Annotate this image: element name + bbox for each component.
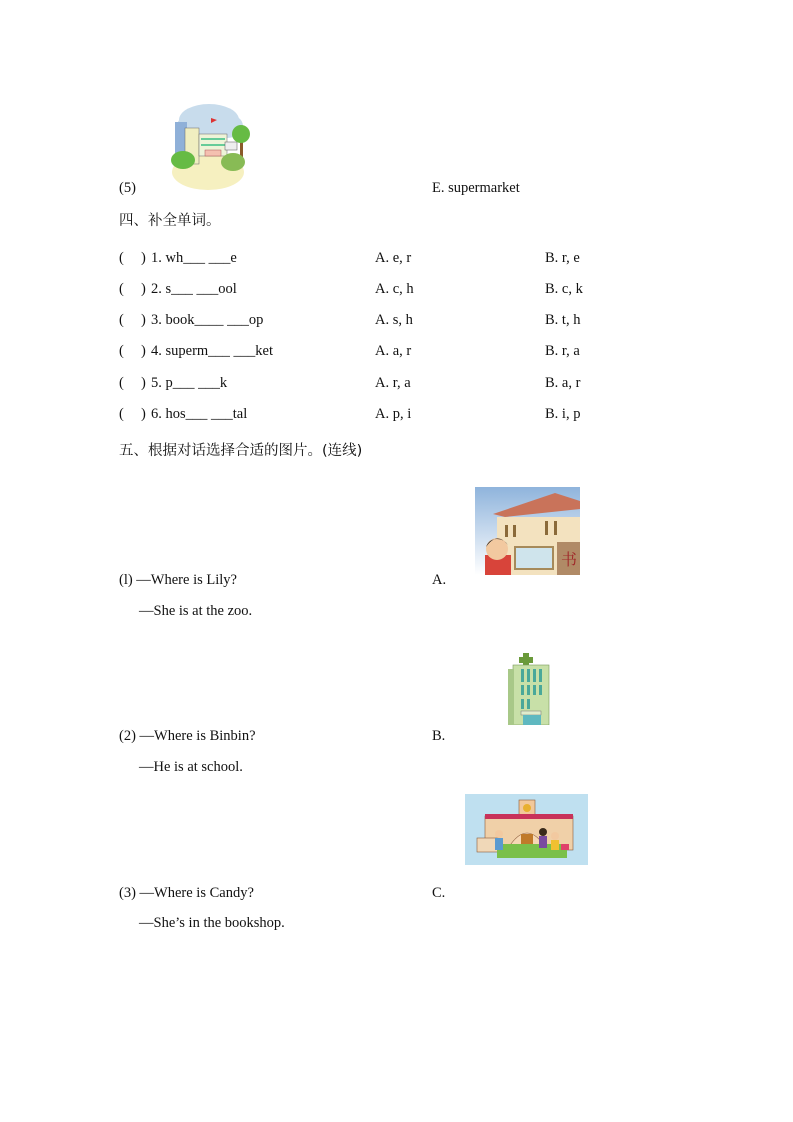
answer-paren-open: ( xyxy=(119,250,124,266)
answer-paren-close: ) xyxy=(141,312,146,328)
dialogue-1-answer: —She is at the zoo. xyxy=(139,603,253,619)
option-a: A. s, h xyxy=(375,312,413,328)
answer-paren-close: ) xyxy=(141,250,146,266)
answer-paren-open: ( xyxy=(119,375,124,391)
question-stem: 2. s___ ___ool xyxy=(151,281,237,297)
option-a: A. a, r xyxy=(375,343,412,359)
question-stem: 5. p___ ___k xyxy=(151,375,228,391)
bookshop-boy-image xyxy=(475,487,580,575)
answer-paren-close: ) xyxy=(141,406,146,422)
answer-blank[interactable] xyxy=(125,280,139,298)
answer-paren-open: ( xyxy=(119,312,124,328)
option-b: B. t, h xyxy=(545,312,581,328)
dialogue-3-question: (3) —Where is Candy? xyxy=(119,885,254,901)
option-a: A. p, i xyxy=(375,406,412,422)
option-b: B. i, p xyxy=(545,406,581,422)
option-b-label: B. xyxy=(432,728,446,744)
section4-title: 四、补全单词。 xyxy=(119,213,221,229)
answer-paren-open: ( xyxy=(119,406,124,422)
option-a: A. e, r xyxy=(375,250,412,266)
answer-blank[interactable] xyxy=(125,374,139,392)
item-5-label: (5) xyxy=(119,180,136,196)
svg-text:书: 书 xyxy=(561,550,578,569)
answer-paren-close: ) xyxy=(141,281,146,297)
answer-paren-open: ( xyxy=(119,281,124,297)
answer-blank[interactable] xyxy=(125,311,139,329)
option-a-label: A. xyxy=(432,572,447,588)
answer-paren-close: ) xyxy=(141,375,146,391)
answer-blank[interactable] xyxy=(125,249,139,267)
answer-blank[interactable] xyxy=(125,405,139,423)
dialogue-1-question: (l) —Where is Lily? xyxy=(119,572,237,588)
option-b: B. a, r xyxy=(545,375,581,391)
option-c-label: C. xyxy=(432,885,446,901)
question-stem: 1. wh___ ___e xyxy=(151,250,237,266)
school-children-image xyxy=(465,794,588,865)
dialogue-2-answer: —He is at school. xyxy=(139,759,243,775)
dialogue-3-answer: —She’s in the bookshop. xyxy=(139,915,285,931)
option-e-supermarket: E. supermarket xyxy=(432,180,520,196)
campus-school-image xyxy=(165,98,251,190)
answer-blank[interactable] xyxy=(125,342,139,360)
option-a: A. c, h xyxy=(375,281,414,297)
question-stem: 3. book____ ___op xyxy=(151,312,264,328)
section5-title: 五、根据对话选择合适的图片。(连线) xyxy=(119,443,363,459)
hospital-building-image xyxy=(505,651,550,725)
question-stem: 6. hos___ ___tal xyxy=(151,406,248,422)
dialogue-2-question: (2) —Where is Binbin? xyxy=(119,728,256,744)
option-b: B. r, a xyxy=(545,343,580,359)
option-a: A. r, a xyxy=(375,375,411,391)
option-b: B. c, k xyxy=(545,281,583,297)
answer-paren-close: ) xyxy=(141,343,146,359)
question-stem: 4. superm___ ___ket xyxy=(151,343,274,359)
answer-paren-open: ( xyxy=(119,343,124,359)
option-b: B. r, e xyxy=(545,250,580,266)
